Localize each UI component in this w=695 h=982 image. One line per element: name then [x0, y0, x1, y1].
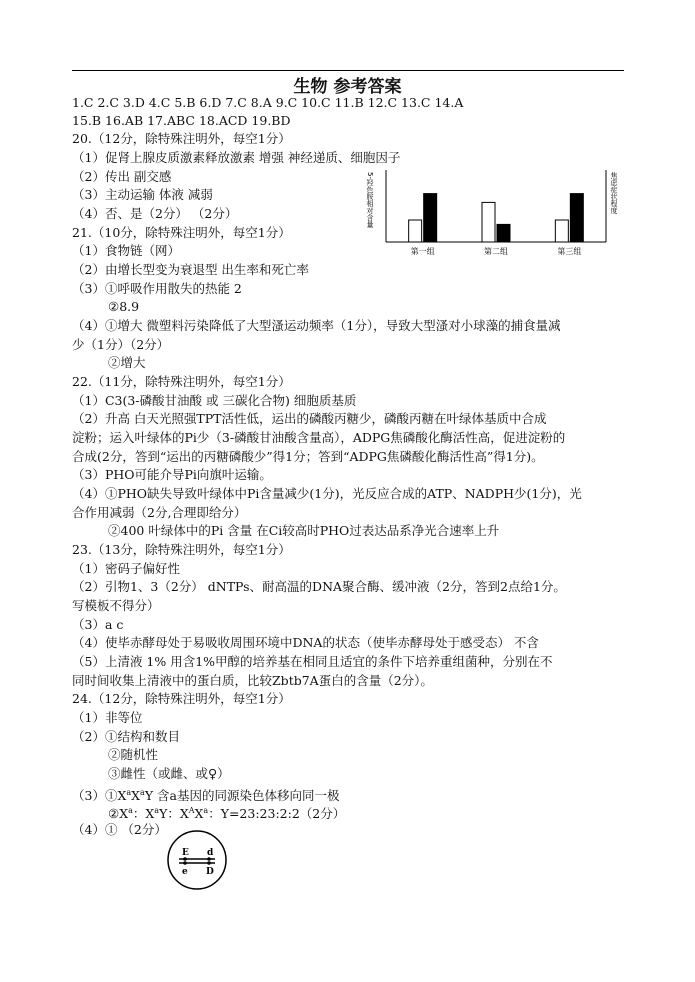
q22-answer-4: （4）①PHO缺失导致叶绿体中Pi含量减少(1分)，光反应合成的ATP、NADPH少(1分)，光: [72, 486, 582, 501]
mc-answers-row2: 15.B 16.AB 17.ABC 18.ACD 19.BD: [72, 113, 291, 128]
chart-category-label: 第一组: [410, 247, 435, 256]
bar-1-anxiety: [424, 194, 437, 242]
page-title: 生物 参考答案: [293, 77, 402, 97]
q24-answer-2c: ③雌性（或雌、或♀）: [108, 766, 230, 781]
bar-1-serotonin: [409, 220, 422, 242]
gene-label-E: E: [182, 848, 189, 858]
q20-answer-2: （2）传出 副交感: [72, 169, 172, 184]
q20-answer-1: （1）促肾上腺皮质激素释放激素 增强 神经递质、细胞因子: [72, 150, 401, 165]
q21-header: 21.（10分，除特殊注明外，每空1分）: [72, 225, 291, 240]
q23-header: 23.（13分，除特殊注明外，每空1分）: [72, 542, 291, 557]
q22-answer-2: （2）升高 白天光照强TPT活性低，运出的磷酸丙糖少，磷酸丙糖在叶绿体基质中合成: [72, 411, 547, 426]
chart-ylabel-left: 5-羟色胺相对含量: [366, 172, 374, 228]
cell-chromosome-diagram: [165, 830, 229, 890]
q21-answer-2: （2）由增长型变为衰退型 出生率和死亡率: [72, 262, 309, 277]
q23-answer-2b: 写模板不得分）: [72, 598, 160, 613]
q22-header: 22.（11分，除特殊注明外，每空1分）: [72, 374, 291, 389]
bar-3-serotonin: [555, 220, 568, 242]
q21-answer-1: （1）食物链（网）: [72, 243, 180, 258]
q22-answer-2b: 淀粉；运入叶绿体的Pi少（3-磷酸甘油酸含量高），ADPG焦磷酸化酶活性高，促进淀粉的: [72, 430, 566, 445]
chart-category-label: 第二组: [484, 247, 508, 256]
q24-answer-3: $(3)①X^aX^aY$ 含a基因的同源染色体移向同一极: [72, 788, 340, 804]
header-rule: [72, 70, 624, 71]
q22-answer-1: （1）C3(3-磷酸甘油酸 或 三碳化合物) 细胞质基质: [72, 393, 357, 408]
q21-answer-4b: 少（1分）（2分）: [72, 337, 170, 352]
chart-ylabel-right: 焦虑症状程度: [610, 172, 618, 214]
q20-header: 20.（12分，除特殊注明外，每空1分）: [72, 131, 291, 146]
q21-answer-3b: ②8.9: [108, 299, 140, 314]
q21-answer-4: （4）①增大 微塑料污染降低了大型溞运动频率（1分），导致大型溞对小球藻的捕食量减: [72, 318, 561, 333]
q24-answer-2: （2）①结构和数目: [72, 729, 180, 744]
gene-label-D: D: [206, 867, 214, 877]
gene-label-e: e: [182, 867, 188, 877]
q23-answer-5: （5）上清液 1% 用含1%甲醇的培养基在相同且适宜的条件下培养重组菌种，分别在不: [72, 654, 553, 669]
q20-answer-4: （4）否、是（2分） （2分）: [72, 206, 238, 221]
gene-label-d: d: [207, 848, 214, 858]
bar-2-serotonin: [482, 202, 495, 242]
q24-answer-4: （4）① （2分）: [72, 822, 167, 837]
serotonin-anxiety-chart: [366, 162, 622, 262]
q23-answer-3: （3）a c: [72, 617, 124, 632]
mc-answers-row1: 1.C 2.C 3.D 4.C 5.B 6.D 7.C 8.A 9.C 10.C 11.B 12.C 13.C 14.A: [72, 95, 464, 110]
q23-answer-5b: 同时间收集上清液中的蛋白质，比较Zbtb7A蛋白的含量（2分）。: [72, 673, 433, 688]
q21-answer-4c: ②增大: [108, 355, 146, 370]
q23-answer-4: （4）使毕赤酵母处于易吸收周围环境中DNA的状态（使毕赤酵母处于感受态） 不含: [72, 635, 539, 650]
q22-answer-4b: 合作用减弱（2分,合理即给分）: [72, 505, 247, 520]
q21-answer-3: （3）①呼吸作用散失的热能 2: [72, 281, 242, 296]
q24-answer-1: （1）非等位: [72, 710, 143, 725]
q24-answer-3b: $②X^a$：$X^aY$：$X^AX^a$：Y=23:23:2:2（2分）: [108, 806, 346, 822]
q24-header: 24.（12分，除特殊注明外，每空1分）: [72, 691, 291, 706]
q22-answer-4c: ②400 叶绿体中的Pi 含量 在Ci较高时PHO过表达品系净光合速率上升: [108, 523, 500, 538]
q22-answer-3: （3）PHO可能介导Pi向旗叶运输。: [72, 467, 272, 482]
q22-answer-2c: 合成(2分，答到“运出的丙糖磷酸少”得1分；答到“ADPG焦磷酸化酶活性高”得1分)。: [72, 449, 544, 464]
chart-category-label: 第三组: [557, 247, 582, 256]
bar-3-anxiety: [570, 194, 583, 242]
q20-answer-3: （3）主动运输 体液 减弱: [72, 187, 213, 202]
q24-answer-2b: ②随机性: [108, 747, 159, 762]
q23-answer-2: （2）引物1、3（2分） dNTPs、耐高温的DNA聚合酶、缓冲液（2分，答到2点给1分。: [72, 579, 566, 594]
q23-answer-1: （1）密码子偏好性: [72, 561, 180, 576]
cell-outline: [168, 831, 226, 889]
bar-2-anxiety: [497, 224, 510, 242]
